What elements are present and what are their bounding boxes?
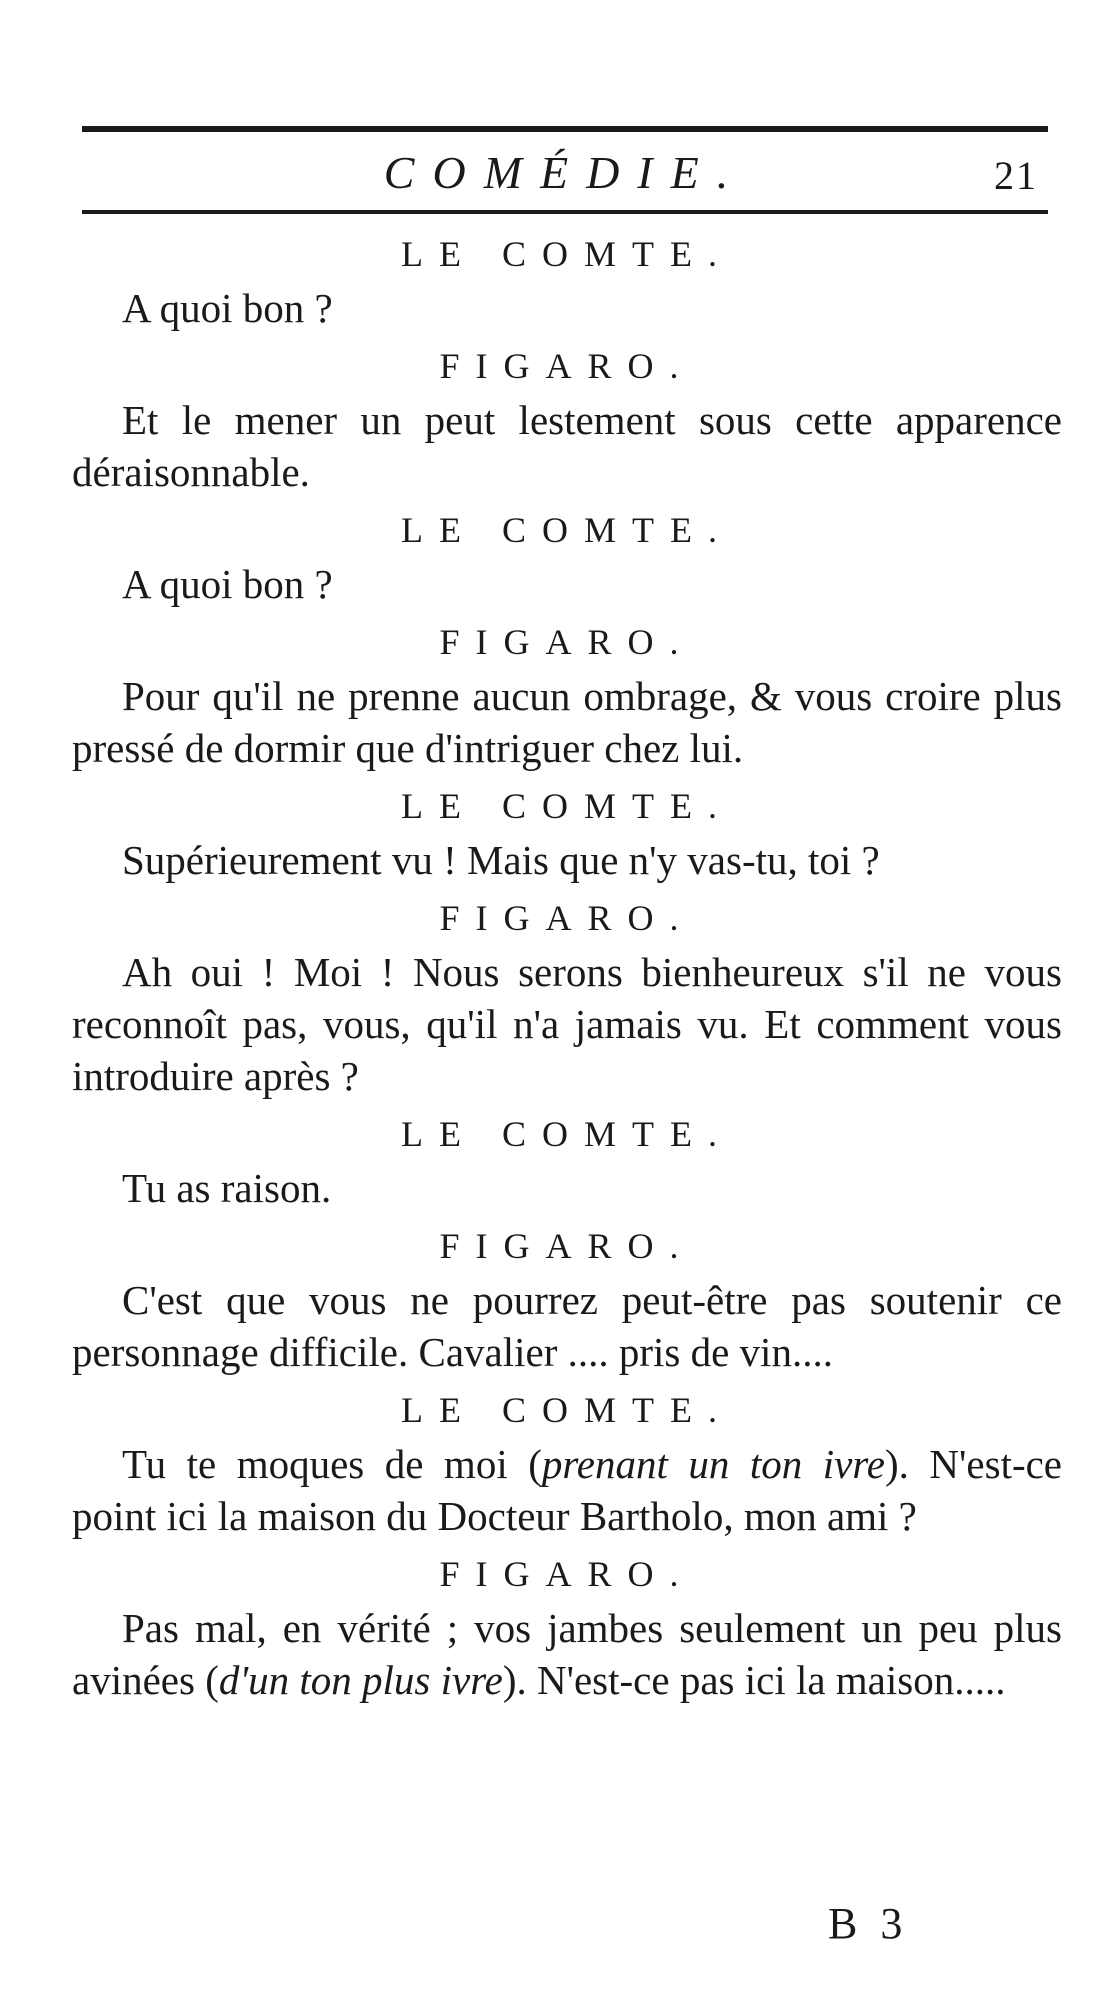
signature-mark: B 3: [828, 1899, 909, 1948]
speaker-name: LE COMTE.: [401, 1390, 733, 1430]
speech-line: [72, 394, 1062, 498]
speech-line: [72, 558, 1062, 610]
speech-text: Et le mener un peut lestement sous cette apparence déraisonnable.: [72, 397, 1062, 495]
speech-text: Ah oui ! Moi ! Nous serons bienheureux s'il ne vous reconnoît pas, vous, qu'il n'a jamais vu. Et comment vous introduire après ?: [72, 949, 1062, 1099]
speech-line: [72, 282, 1062, 334]
speaker-name: FIGARO.: [439, 622, 695, 662]
page-number: 21: [994, 153, 1038, 198]
speech-text: C'est que vous ne pourrez peut-être pas soutenir ce personnage difficile. Cavalier .... pris de vin....: [72, 1277, 1062, 1375]
stage-direction: prenant un ton ivre: [541, 1441, 886, 1487]
speaker-name: FIGARO.: [439, 1226, 695, 1266]
dialogue-body: [72, 226, 1062, 1710]
speech-line: [72, 1438, 1062, 1542]
speech-text: Pour qu'il ne prenne aucun ombrage, & vous croire plus pressé de dormir que d'intriguer chez lui.: [72, 673, 1062, 771]
speaker-name: FIGARO.: [439, 898, 695, 938]
speech-text: A quoi bon ?: [122, 285, 333, 331]
speaker-name: LE COMTE.: [401, 234, 733, 274]
speech-line: [72, 670, 1062, 774]
speech-line: [72, 946, 1062, 1102]
speech-text: ). N'est-ce pas ici la maison.....: [502, 1657, 1006, 1703]
speaker-name: LE COMTE.: [401, 786, 733, 826]
speech-line: [72, 1162, 1062, 1214]
speaker-name: LE COMTE.: [401, 510, 733, 550]
stage-direction: d'un ton plus ivre: [218, 1657, 503, 1703]
speaker-name: LE COMTE.: [401, 1114, 733, 1154]
speech-text: Supérieurement vu ! Mais que n'y vas-tu, toi ?: [122, 837, 880, 883]
spacer: [72, 1706, 1062, 1710]
running-title: COMÉDIE.: [383, 147, 747, 198]
speech-text: ). N'est-ce point ici la maison du Docteur Bartholo, mon ami ?: [72, 1441, 1063, 1539]
speech-line: [72, 834, 1062, 886]
speech-text: Pas mal, en vérité ; vos jambes seulement un peu plus avinées (: [72, 1605, 1062, 1703]
header-top-rule: [82, 126, 1048, 132]
speech-text: Tu as raison.: [122, 1165, 332, 1211]
speech-text: Tu te moques de moi (: [122, 1441, 542, 1487]
speech-line: [72, 1274, 1062, 1378]
running-header: [82, 140, 1048, 202]
speaker-name: FIGARO.: [439, 1554, 695, 1594]
speech-text: A quoi bon ?: [122, 561, 333, 607]
speaker-name: FIGARO.: [439, 346, 695, 386]
speech-line: [72, 1602, 1062, 1706]
header-bottom-rule: [82, 210, 1048, 214]
